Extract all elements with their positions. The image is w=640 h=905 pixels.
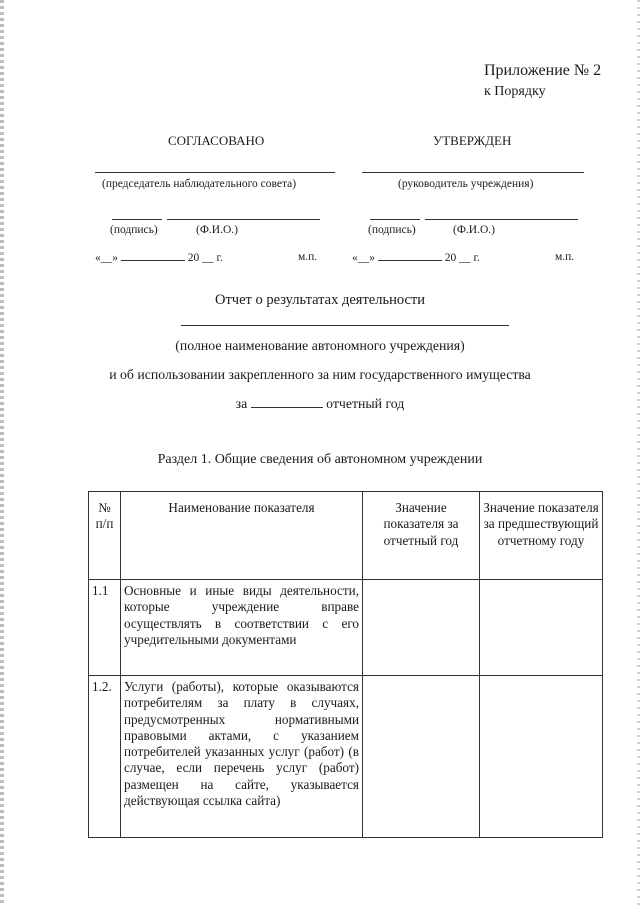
right-signature-line [370, 219, 420, 220]
header-number: № п/п [89, 492, 121, 580]
row-indicator-name: Основные и иные виды деятельности, которые учреждение вправе осуществлять в соответствии с его учредительными документами [121, 580, 363, 676]
left-signature-line [112, 219, 162, 220]
appendix-subtitle: к Порядку [484, 84, 546, 99]
left-date-start: «__» [95, 252, 121, 264]
indicators-table [88, 491, 603, 838]
table-header-row [89, 492, 603, 580]
header-indicator-name: Наименование показателя [121, 492, 363, 580]
right-stamp-mark: м.п. [555, 251, 575, 263]
right-name-line [425, 219, 578, 220]
left-name-caption: (Ф.И.О.) [196, 224, 238, 236]
header-current-year-value: Значение показателя за отчетный год [363, 492, 480, 580]
right-date-blank [378, 251, 442, 261]
right-name-caption: (Ф.И.О.) [453, 224, 495, 236]
org-name-caption: (полное наименование автономного учреждения) [175, 338, 465, 353]
period-blank [251, 397, 323, 408]
left-date-end: 20 __ г. [184, 252, 223, 264]
row-previous-value[interactable] [480, 580, 603, 676]
row-number: 1.2. [89, 676, 121, 838]
right-date-line [352, 251, 480, 264]
org-name-line [181, 325, 509, 326]
period-line [0, 396, 640, 412]
left-signature-caption: (подпись) [110, 224, 158, 236]
report-title: Отчет о результатах деятельности [215, 292, 425, 308]
header-previous-year-value: Значение показателя за предшествующий отчетному году [480, 492, 603, 580]
board-chair-signature-line [95, 172, 335, 173]
row-current-value[interactable] [363, 676, 480, 838]
right-signature-caption: (подпись) [368, 224, 416, 236]
row-number: 1.1 [89, 580, 121, 676]
row-previous-value[interactable] [480, 676, 603, 838]
right-date-end: 20 __ г. [441, 252, 480, 264]
left-name-line [167, 219, 320, 220]
appendix-title: Приложение № 2 [484, 62, 602, 79]
row-indicator-name: Услуги (работы), которые оказываются потребителям за плату в случаях, предусмотренных нормативными правовыми актами, с указанием потребителей указанных услуг (работ) (в случае, если перечень услуг (работ) размещен на сайте, указывается действующая ссылка сайта) [121, 676, 363, 838]
period-prefix: за [235, 396, 251, 411]
left-stamp-mark: м.п. [298, 251, 318, 263]
row-current-value[interactable] [363, 580, 480, 676]
director-caption: (руководитель учреждения) [398, 178, 534, 190]
section-title: Раздел 1. Общие сведения об автономном учреждении [157, 452, 483, 467]
period-suffix: отчетный год [322, 396, 405, 411]
approved-by-director-heading: УТВЕРЖДЕН [433, 133, 512, 148]
right-date-start: «__» [352, 252, 378, 264]
table-row [89, 676, 603, 838]
board-chair-caption: (председатель наблюдательного совета) [102, 178, 297, 190]
left-date-line [95, 251, 223, 264]
left-date-blank [121, 251, 185, 261]
approved-by-board-heading: СОГЛАСОВАНО [168, 133, 265, 148]
property-line: и об использовании закрепленного за ним государственного имущества [109, 367, 531, 382]
table-row [89, 580, 603, 676]
director-signature-line [362, 172, 584, 173]
